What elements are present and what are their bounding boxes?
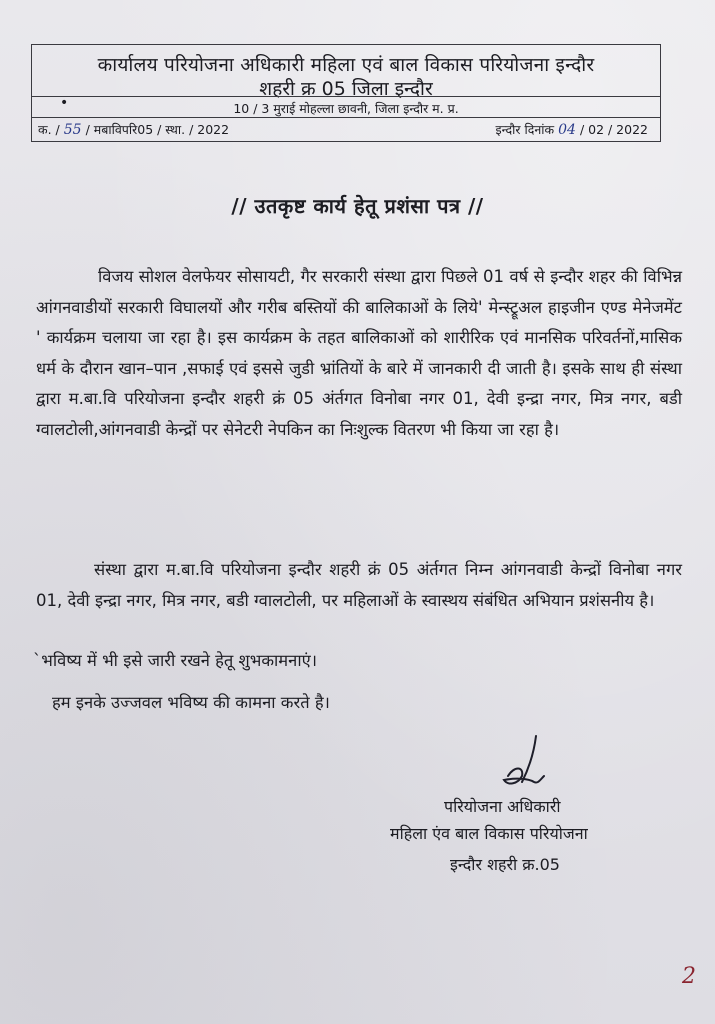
date-handwritten-day: 04 — [558, 122, 576, 138]
body-paragraph-4: हम इनके उज्जवल भविष्य की कामना करते है। — [52, 693, 330, 712]
letterhead-divider-1 — [32, 96, 660, 97]
body-paragraph-3: `भविष्य में भी इसे जारी रखने हेतू शुभकामनाएं। — [33, 651, 317, 670]
reference-suffix: / मबाविपरि05 / स्था. / 2022 — [85, 122, 230, 137]
signatory-location: इन्दौर शहरी क्र.05 — [450, 855, 560, 874]
letterhead-box — [31, 44, 661, 142]
letter-title: // उतकृष्ट कार्य हेतू प्रशंसा पत्र // — [231, 194, 484, 218]
body-paragraph-1: विजय सोशल वेलफेयर सोसायटी, गैर सरकारी संस्था द्वारा पिछले 01 वर्ष से इन्दौर शहर की विभिन्न आंगनवाडीयों सरकारी विघालयों और गरीब बस्तियों की बालिकाओं के लिये' मेन्स्ट्रूअल हाइजीन एण्ड मेनेजमेंट ' कार्यक्रम चलाया जा रहा है। इस कार्यक्रम के तहत बालिकाओं को शारीरिक एवं मानसिक परिवर्तनों,मासिक धर्म के दौरान खान–पान ,सफाई एवं इससे जुडी भ्रांतियों के बारे में जानकारी दी जाती है। इसके साथ ही संस्था द्वारा म.बा.वि परियोजना इन्दौर शहरी क्रं 05 अंर्तगत विनोबा नगर 01, देवी इन्द्रा नगर, मित्र नगर, बडी ग्वालटोली,आंगनवाडी केन्द्रों पर सेनेटरी नेपकिन का निःशुल्क वितरण भी किया जा रहा है। — [36, 267, 682, 439]
reference-prefix: क. / — [38, 122, 60, 137]
office-name-line2: शहरी क्र 05 जिला इन्दौर — [259, 78, 433, 100]
handwritten-signature — [488, 732, 558, 792]
letter-date — [496, 121, 648, 138]
reference-number — [38, 121, 229, 138]
signatory-title: परियोजना अधिकारी — [444, 797, 561, 816]
office-address: 10 / 3 मुराई मोहल्ला छावनी, जिला इन्दौर म. प्र. — [233, 101, 459, 116]
office-name-line1: कार्यालय परियोजना अधिकारी महिला एवं बाल विकास परियोजना इन्दौर — [97, 54, 595, 76]
reference-handwritten-number: 55 — [63, 122, 82, 138]
mark-dot: • — [60, 95, 69, 111]
date-prefix: इन्दौर दिनांक — [495, 122, 555, 137]
date-suffix: / 02 / 2022 — [579, 122, 648, 137]
body-paragraph-2: संस्था द्वारा म.बा.वि परियोजना इन्दौर शहरी क्रं 05 अंर्तगत निम्न आंगनवाडी केन्द्रों विनोबा नगर 01, देवी इन्द्रा नगर, मित्र नगर, बडी ग्वालटोली, पर महिलाओं के स्वास्थय संबंधित अभियान प्रशंसनीय है। — [36, 560, 682, 610]
letterhead-divider-2 — [32, 117, 660, 118]
signatory-department: महिला एंव बाल विकास परियोजना — [390, 824, 588, 843]
handwritten-page-mark: 2 — [682, 964, 696, 989]
